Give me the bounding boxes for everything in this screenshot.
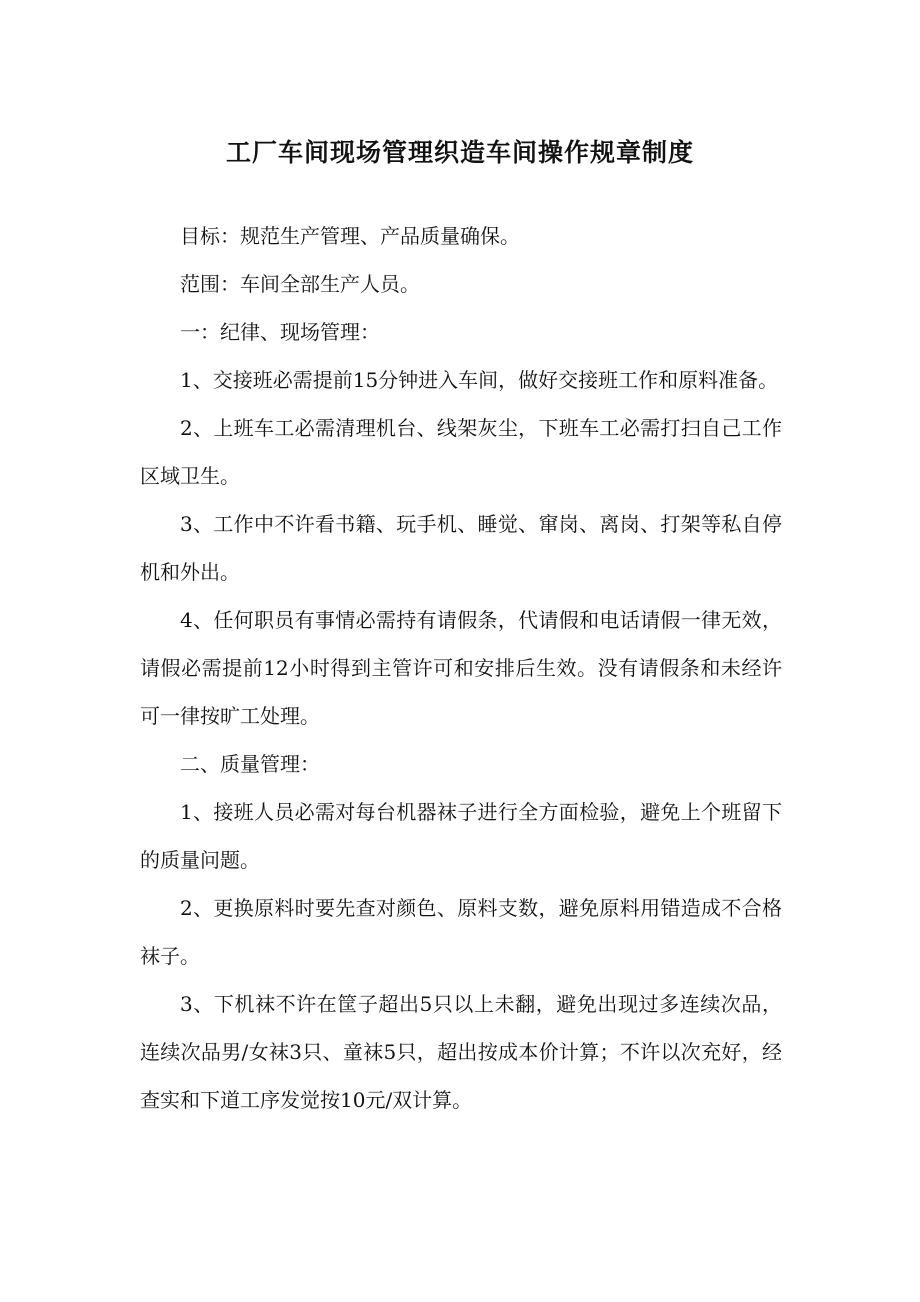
paragraph-discipline-2: 2、上班车工必需清理机台、线架灰尘，下班车工必需打扫自己工作区域卫生。 bbox=[140, 416, 782, 488]
section-heading-discipline: 一：纪律、现场管理： bbox=[180, 320, 380, 344]
document-body bbox=[140, 212, 782, 1124]
section-heading-quality: 二、质量管理： bbox=[180, 752, 320, 776]
paragraph-discipline-3: 3、工作中不许看书籍、玩手机、睡觉、窜岗、离岗、打架等私自停机和外出。 bbox=[140, 512, 782, 584]
paragraph-quality-1: 1、接班人员必需对每台机器袜子进行全方面检验，避免上个班留下的质量问题。 bbox=[140, 800, 782, 872]
paragraph-quality-3: 3、下机袜不许在筐子超出5只以上未翻，避免出现过多连续次品，连续次品男/女袜3只、童袜5只，超出按成本价计算；不许以次充好，经查实和下道工序发觉按10元/双计算。 bbox=[140, 992, 782, 1112]
paragraph-quality-2: 2、更换原料时要先查对颜色、原料支数，避免原料用错造成不合格袜子。 bbox=[140, 896, 782, 968]
paragraph-discipline-1: 1、交接班必需提前15分钟进入车间，做好交接班工作和原料准备。 bbox=[180, 368, 779, 392]
paragraph-goal: 目标：规范生产管理、产品质量确保。 bbox=[180, 224, 520, 248]
paragraph-scope: 范围：车间全部生产人员。 bbox=[180, 272, 420, 296]
document-title: 工厂车间现场管理织造车间操作规章制度 bbox=[225, 137, 694, 167]
paragraph-discipline-4: 4、任何职员有事情必需持有请假条，代请假和电话请假一律无效，请假必需提前12小时得到主管许可和安排后生效。没有请假条和未经许可一律按旷工处理。 bbox=[140, 608, 782, 728]
